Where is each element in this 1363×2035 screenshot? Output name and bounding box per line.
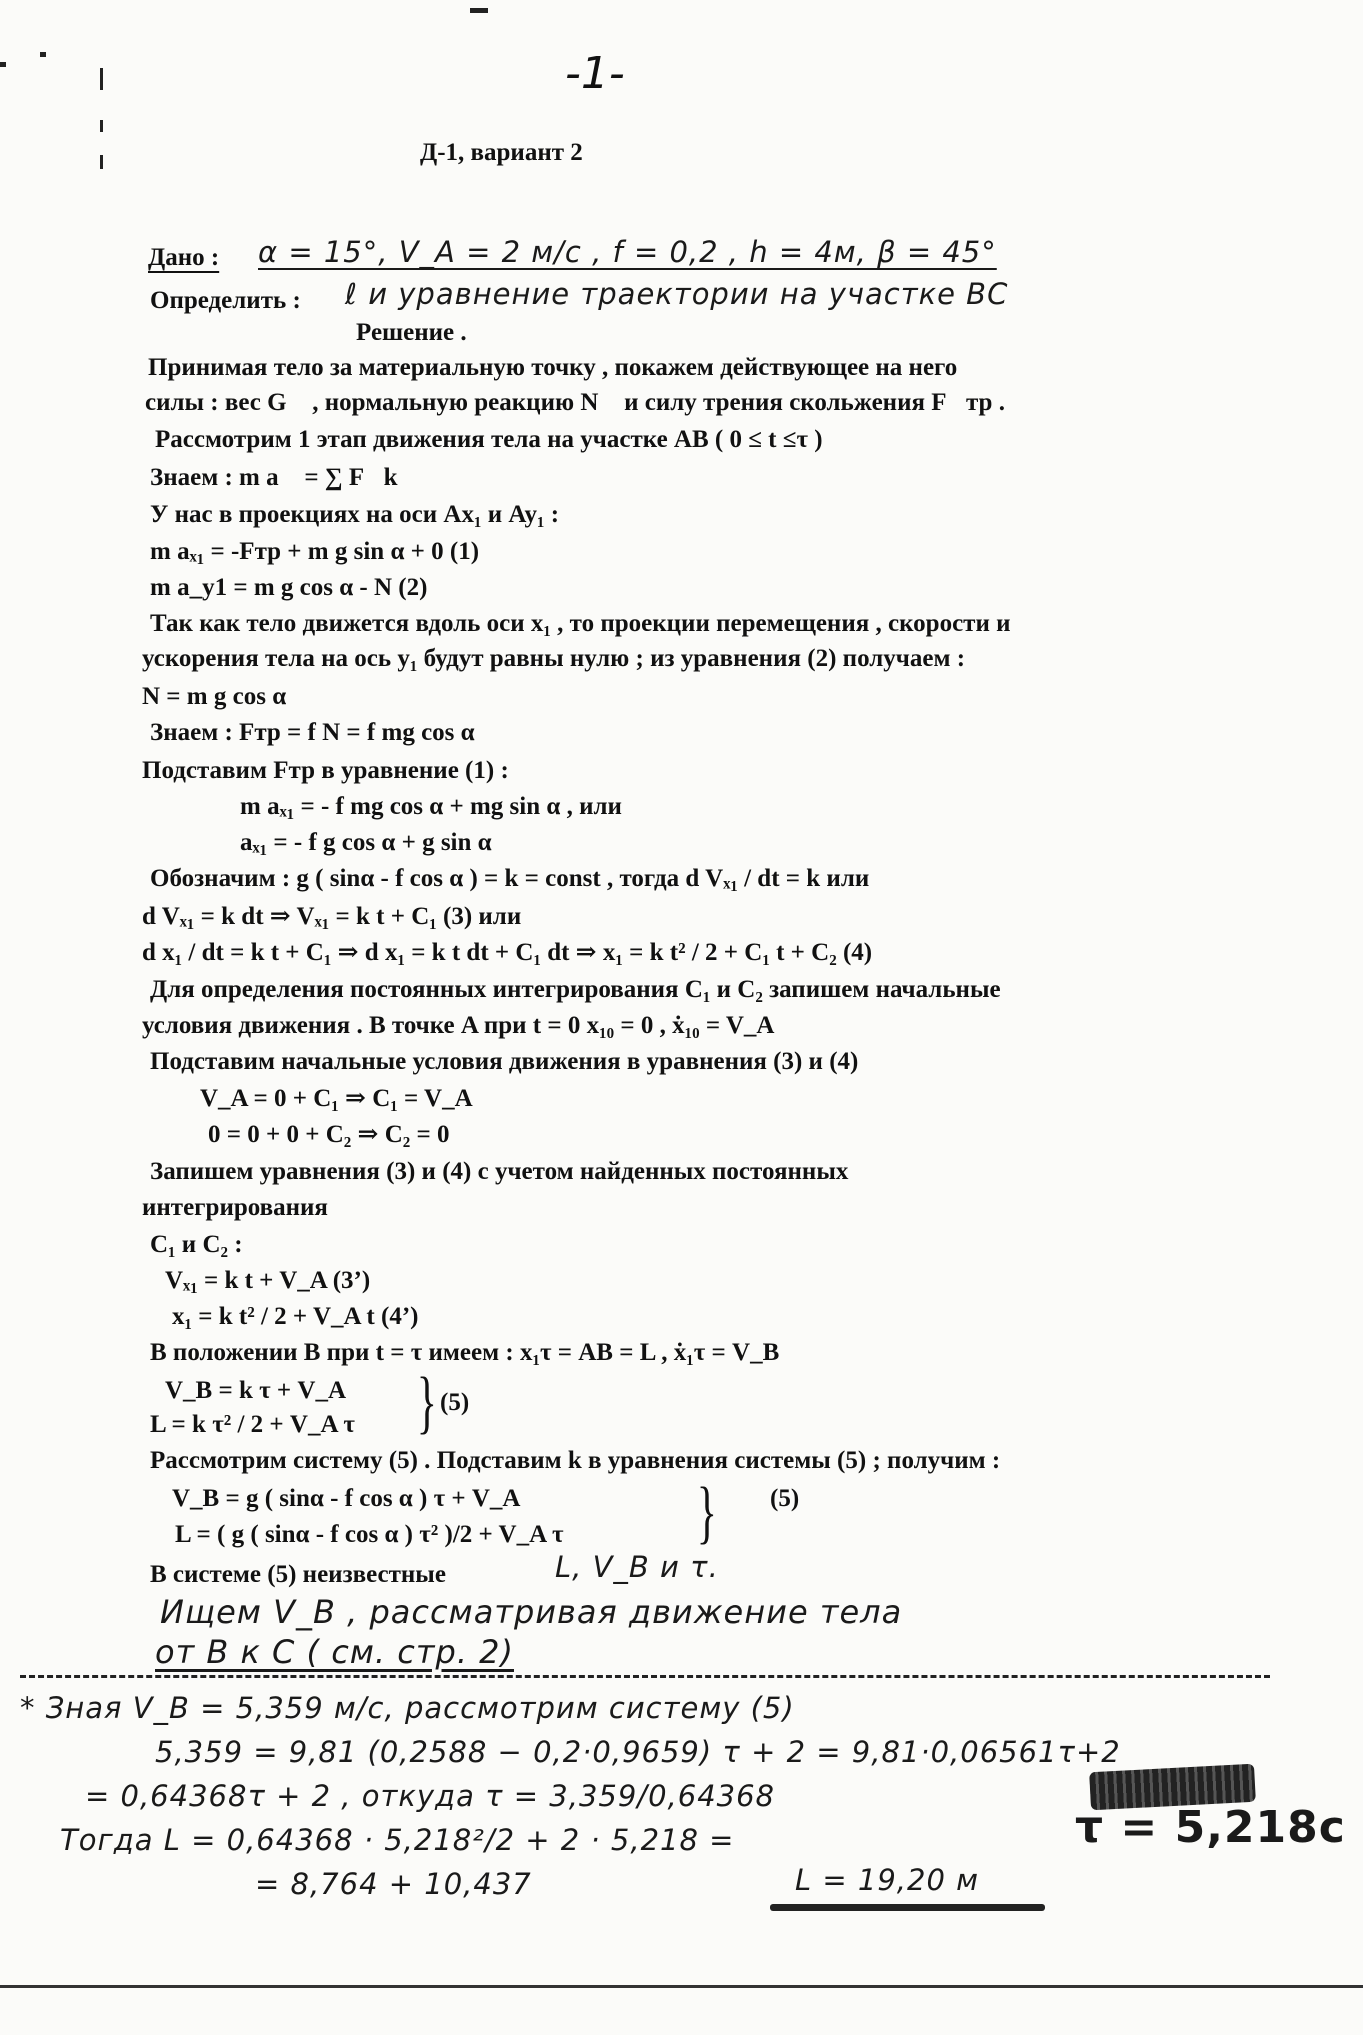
text-line: ускорения тела на ось y₁ будут равны нулю ; из уравнения (2) получаем : xyxy=(142,645,966,672)
unknowns-handwritten: L, V_B и τ. xyxy=(555,1550,719,1584)
system-5b-number: (5) xyxy=(770,1485,800,1512)
text-line: C₁ и C₂ : xyxy=(150,1231,243,1258)
text-line: условия движения . В точке A при t = 0 x₁₀ = 0 , ẋ₁₀ = V_A xyxy=(142,1012,775,1039)
text-line: Знаем : Fтр = f N = f mg cos α xyxy=(150,719,475,746)
equation-3: d Vₓ₁ = k dt ⇒ Vₓ₁ = k t + C₁ (3) или xyxy=(142,903,522,930)
bottom-edge-line xyxy=(0,1985,1363,1988)
find-label: Определить : xyxy=(150,287,301,314)
page-number: -1- xyxy=(565,48,625,99)
equation-4-prime: x₁ = k t² / 2 + V_A t (4’) xyxy=(172,1303,419,1330)
equation-4: d x₁ / dt = k t + C₁ ⇒ d x₁ = k t dt + C₁ dt ⇒ x₁ = k t² / 2 + C₁ t + C₂ (4) xyxy=(142,939,873,966)
text-line: В системе (5) неизвестные xyxy=(150,1561,446,1588)
handwritten-line: = 0,64368τ + 2 , откуда τ = 3,359/0,64368 xyxy=(85,1779,776,1813)
text-line: Рассмотрим систему (5) . Подставим k в уравнения системы (5) ; получим : xyxy=(150,1447,1001,1474)
text-line: Знаем : m a⃗ = ∑ F⃗k xyxy=(150,464,398,491)
equation-1: m aₓ₁ = -Fтр + m g sin α + 0 (1) xyxy=(150,538,480,565)
text-line: интегрирования xyxy=(142,1194,328,1221)
result-tau: τ = 5,218с xyxy=(1075,1802,1346,1853)
result-underline xyxy=(770,1904,1045,1911)
text-line: V_A = 0 + C₁ ⇒ C₁ = V_A xyxy=(200,1085,473,1112)
text-line: Обозначим : g ( sinα - f cos α ) = k = const , тогда d Vₓ₁ / dt = k или xyxy=(150,865,870,892)
handwritten-line: от B к C ( см. стр. 2) xyxy=(155,1633,514,1671)
text-line: m aₓ₁ = - f mg cos α + mg sin α , или xyxy=(240,793,622,820)
text-line: Запишем уравнения (3) и (4) с учетом найденных постоянных xyxy=(150,1158,849,1185)
text-line: У нас в проекциях на оси Ax₁ и Ay₁ : xyxy=(150,501,560,528)
text-line: Рассмотрим 1 этап движения тела на участке AB ( 0 ≤ t ≤τ ) xyxy=(155,426,823,453)
text-line: Подставим начальные условия движения в уравнения (3) и (4) xyxy=(150,1048,859,1075)
equation-3-prime: Vₓ₁ = k t + V_A (3’) xyxy=(165,1267,371,1294)
handwritten-line: Тогда L = 0,64368 · 5,218²/2 + 2 · 5,218 = xyxy=(60,1823,735,1857)
text-line: Подставим Fтр в уравнение (1) : xyxy=(142,757,509,784)
given-label: Дано : xyxy=(148,244,220,271)
system-5b-line-1: V_B = g ( sinα - f cos α ) τ + V_A xyxy=(172,1485,521,1512)
handwritten-line: = 8,764 + 10,437 xyxy=(255,1867,532,1901)
text-line: Так как тело движется вдоль оси x₁ , то проекции перемещения , скорости и xyxy=(150,610,1011,637)
text-line: Для определения постоянных интегрирования C₁ и C₂ запишем начальные xyxy=(150,976,1001,1003)
scan-speck xyxy=(100,120,103,132)
text-line: N = m g cos α xyxy=(142,683,287,710)
system-5-number: (5) xyxy=(440,1389,470,1416)
system-5b-line-2: L = ( g ( sinα - f cos α ) τ² )/2 + V_A τ xyxy=(175,1521,564,1548)
scan-speck xyxy=(470,8,488,13)
system-5b-brace: } xyxy=(696,1474,717,1551)
scan-speck xyxy=(100,68,103,90)
handwritten-line: Ищем V_B , рассматривая движение тела xyxy=(160,1593,903,1631)
dashed-separator xyxy=(20,1675,1270,1678)
text-line: 0 = 0 + 0 + C₂ ⇒ C₂ = 0 xyxy=(208,1121,450,1148)
solution-label: Решение . xyxy=(356,319,467,346)
scan-speck xyxy=(40,52,46,57)
result-length: L = 19,20 м xyxy=(795,1863,980,1897)
handwritten-line: * Зная V_B = 5,359 м/с, рассмотрим систему (5) xyxy=(20,1691,795,1725)
scan-speck xyxy=(0,62,6,67)
given-values: α = 15°, V_A = 2 м/с , f = 0,2 , h = 4м, β = 45° xyxy=(258,235,997,269)
find-value: ℓ и уравнение траектории на участке BC xyxy=(345,277,1009,311)
system-5-line-1: V_B = k τ + V_A xyxy=(165,1377,347,1404)
scan-speck xyxy=(100,155,103,169)
text-line: В положении B при t = τ имеем : x₁τ = AB = L , ẋ₁τ = V_B xyxy=(150,1339,780,1366)
text-line: силы : вес G⃗ , нормальную реакцию N⃗ и силу трения скольжения F⃗тр . xyxy=(145,389,1005,416)
handwritten-line: 5,359 = 9,81 (0,2588 − 0,2·0,9659) τ + 2 = 9,81·0,06561τ+2 xyxy=(155,1735,1121,1769)
text-line: aₓ₁ = - f g cos α + g sin α xyxy=(240,829,492,856)
text-line: Принимая тело за материальную точку , покажем действующее на него xyxy=(148,354,958,381)
page-header: Д-1, вариант 2 xyxy=(420,139,583,166)
system-5-line-2: L = k τ² / 2 + V_A τ xyxy=(150,1411,355,1438)
equation-2: m a_y1 = m g cos α - N (2) xyxy=(150,574,428,601)
system-5-brace: } xyxy=(416,1364,437,1441)
